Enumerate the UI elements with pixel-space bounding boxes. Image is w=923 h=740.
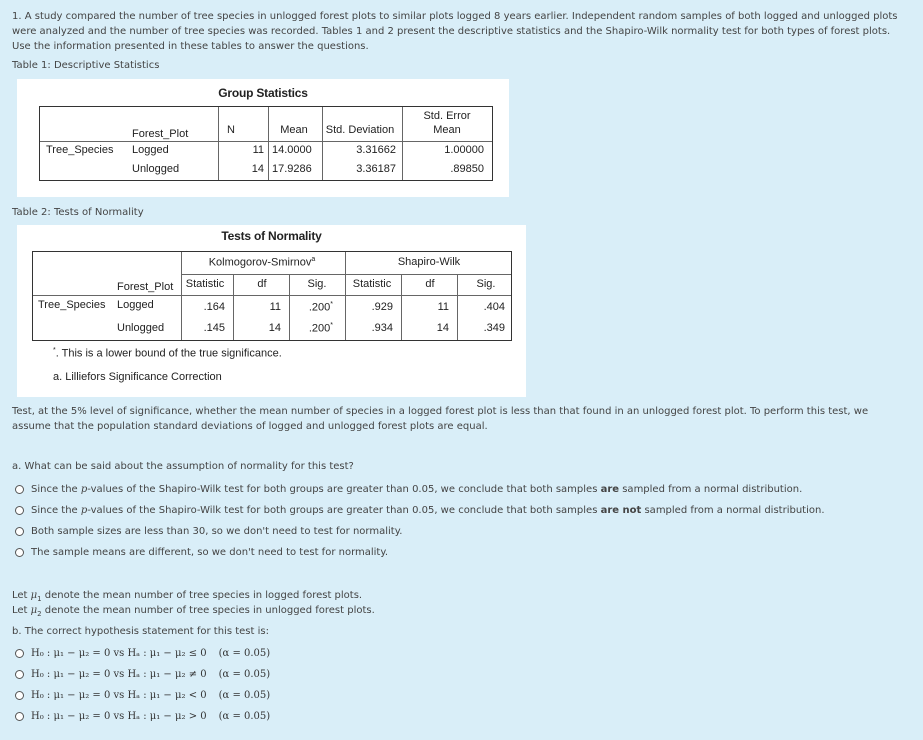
qa-option-1[interactable] [15,484,802,495]
row-logged-sd: 3.31662 [356,144,396,156]
row-logged-ks-stat: .164 [203,301,225,313]
radio-button[interactable] [15,548,24,557]
question-b-prompt: b. The correct hypothesis statement for this test is: [12,626,269,637]
table1-image [17,79,509,197]
ks-sig-header: Sig. [307,278,327,290]
col-group-header: Forest_Plot [132,128,189,140]
qb-option-2-text: H₀ : μ₁ − μ₂ = 0 vs Hₐ : μ₁ − μ₂ ≠ 0 (α = 0.05) [31,669,271,680]
col-n-header: N [227,124,235,136]
radio-button[interactable] [15,670,24,679]
sw-header: Shapiro-Wilk [397,256,461,268]
ks-statistic-header: Statistic [185,278,225,290]
radio-button[interactable] [15,506,24,515]
row-unlogged-sw-stat: .934 [371,322,393,334]
table1-caption: Table 1: Descriptive Statistics [12,60,160,71]
row-logged-group: Logged [132,144,169,156]
group-statistics-table [39,106,493,181]
qa-option-1-text: Since the p-values of the Shapiro-Wilk test for both groups are greater than 0.05, we conclude that both samples are sampled from a normal distribution. [31,484,803,495]
col-se-header-1: Std. Error [423,110,471,122]
row-logged-n: 11 [252,144,264,156]
row-unlogged-group: Unlogged [117,322,165,334]
row-logged-group: Logged [117,299,154,311]
radio-button[interactable] [15,527,24,536]
radio-button[interactable] [15,649,24,658]
col-group-header: Forest_Plot [117,281,174,293]
row-logged-sw-stat: .929 [371,301,393,313]
row-unlogged-sd: 3.36187 [356,163,396,175]
radio-button[interactable] [15,712,24,721]
let-mu1: Let $\mu_1$ denote the mean number of tree species in logged forest plots. [12,590,363,603]
ks-header: Kolmogorov-Smirnov$^a$ [208,256,316,269]
question-a-prompt: a. What can be said about the assumption of normality for this test? [12,461,354,472]
qa-option-4[interactable] [15,547,388,558]
test-statement: Test, at the 5% level of significance, whether the mean number of species in a logged forest plot is less than that found in an unlogged forest plot. To perform this test, we assume that the population standard deviations of logged and unlogged forest plots are equal. [12,406,869,433]
col-se-header-2: Mean [433,124,461,136]
row-variable: Tree_Species [38,299,106,311]
qb-option-1-text: H₀ : μ₁ − μ₂ = 0 vs Hₐ : μ₁ − μ₂ ≤ 0 (α = 0.05) [31,648,271,659]
row-unlogged-ks-df: 14 [268,322,281,334]
row-logged-mean: 14.0000 [272,144,312,156]
qa-option-2-text: Since the p-values of the Shapiro-Wilk test for both groups are greater than 0.05, we conclude that both samples are not sampled from a normal distribution. [31,505,825,516]
qb-option-2[interactable] [15,669,270,680]
row-logged-se: 1.00000 [444,144,484,156]
qb-option-1[interactable] [15,648,270,659]
table1-title: Group Statistics [218,86,308,100]
row-logged-ks-sig: .200* [308,301,333,314]
row-unlogged-sw-sig: .349 [483,322,505,334]
qb-option-4-text: H₀ : μ₁ − μ₂ = 0 vs Hₐ : μ₁ − μ₂ > 0 (α = 0.05) [31,711,271,722]
col-sd-header: Std. Deviation [325,124,395,136]
row-unlogged-n: 14 [251,163,264,175]
table2-title: Tests of Normality [221,229,322,243]
row-unlogged-se: .89850 [450,163,484,175]
let-mu2: Let $\mu_2$ denote the mean number of tree species in unlogged forest plots. [12,605,375,618]
table2-caption: Table 2: Tests of Normality [12,207,144,218]
row-unlogged-ks-stat: .145 [203,322,225,334]
qb-option-3-text: H₀ : μ₁ − μ₂ = 0 vs Hₐ : μ₁ − μ₂ < 0 (α = 0.05) [31,690,271,701]
ks-df-header: df [257,278,267,290]
qa-option-2[interactable] [15,505,825,516]
sw-sig-header: Sig. [476,278,496,290]
table2-footnote-2: a. Lilliefors Significance Correction [53,371,222,383]
radio-button[interactable] [15,691,24,700]
qa-option-4-text: The sample means are different, so we don't need to test for normality. [31,547,389,558]
row-unlogged-mean: 17.9286 [272,163,312,175]
qa-option-3[interactable] [15,526,402,537]
row-logged-ks-df: 11 [269,301,281,313]
qa-option-3-text: Both sample sizes are less than 30, so we don't need to test for normality. [31,526,403,537]
table2-footnote-1: *. This is a lower bound of the true significance. [53,347,282,360]
tests-of-normality-table [32,251,512,341]
qb-option-3[interactable] [15,690,270,701]
qb-option-4[interactable] [15,711,270,722]
row-unlogged-group: Unlogged [132,163,180,175]
sw-statistic-header: Statistic [352,278,392,290]
table2-image [17,225,526,397]
row-unlogged-ks-sig: .200* [308,322,333,335]
col-mean-header: Mean [280,124,308,136]
row-logged-sw-sig: .404 [483,301,505,313]
row-logged-sw-df: 11 [437,301,449,313]
radio-button[interactable] [15,485,24,494]
question-intro: 1. A study compared the number of tree species in unlogged forest plots to similar plots logged 8 years earlier. Independent random samples of both logged and unlogged plots were analyzed and the number of tree species was recorded. Tables 1 and 2 present the descriptive statistics and the Shapiro-Wilk normality test for both types of forest plots. Use the information presented in these tables to answer the questions. [12,11,898,53]
row-unlogged-sw-df: 14 [436,322,449,334]
row-variable: Tree_Species [46,144,114,156]
sw-df-header: df [425,278,435,290]
